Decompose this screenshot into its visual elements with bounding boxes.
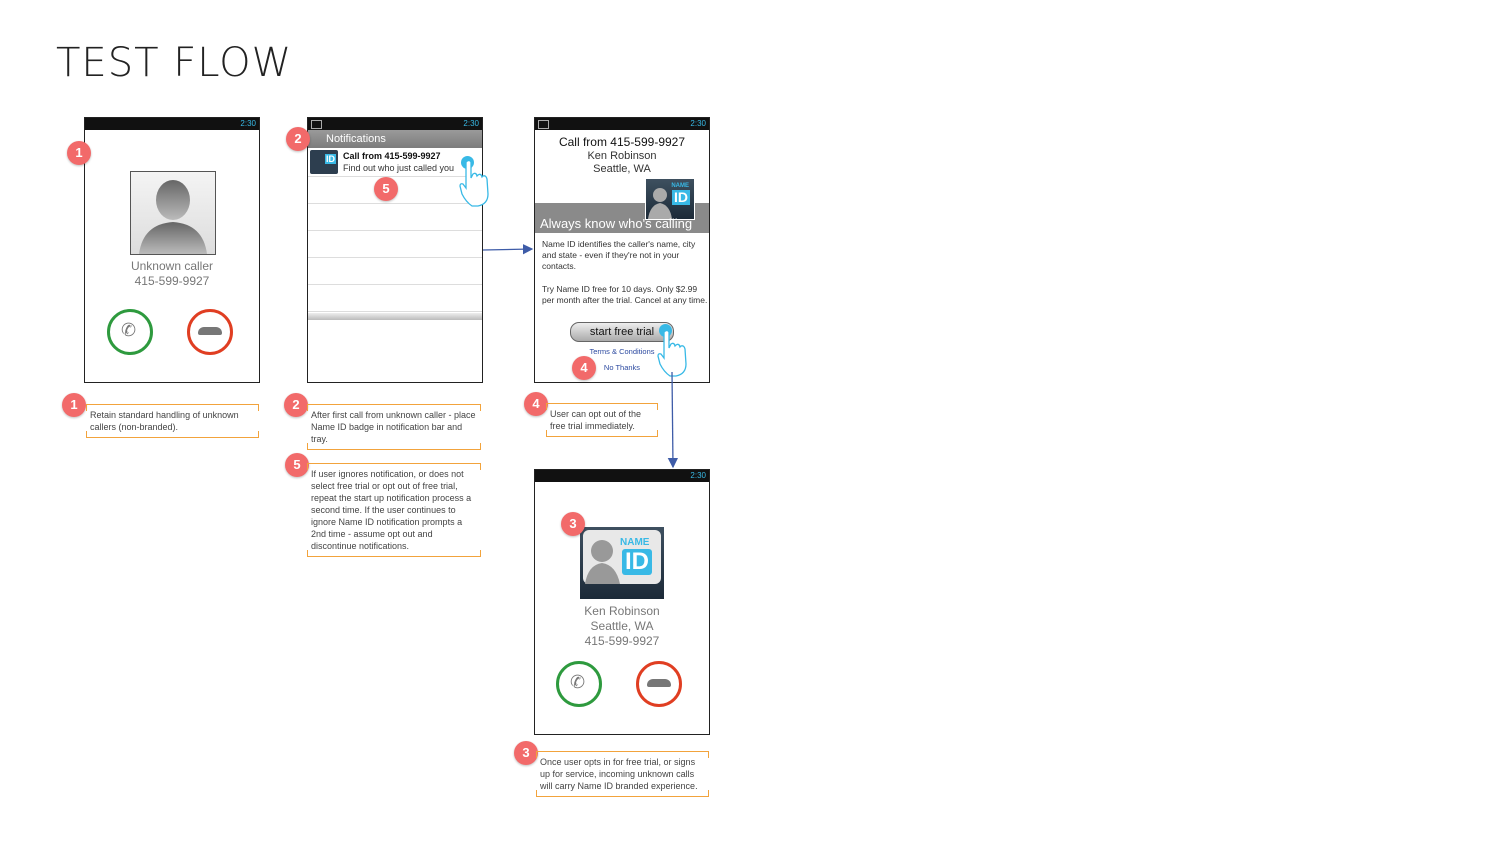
step-badge-2: 2 [286,127,310,151]
note-badge-3: 3 [514,741,538,765]
note-badge-4: 4 [524,392,548,416]
caller-name: Ken Robinson [584,604,660,618]
caller-location: Seattle, WA [590,619,654,633]
note-4 [546,403,658,437]
notification-subtitle: Find out who just called you [343,163,455,173]
logo-name: NAME [671,183,689,189]
notification-title: Call from 415-599-9927 [343,151,441,161]
page-title: TEST FLOW [56,40,293,86]
status-time: 2:30 [240,119,256,128]
caller-number: 415-599-9927 [134,274,210,288]
phone-icon: ✆ [570,672,586,692]
note-badge-2: 2 [284,393,308,417]
step-badge-4: 4 [572,356,596,380]
logo-id: ID [622,549,652,575]
arrow-offer-to-branded [672,372,673,467]
call-from-label: Call from 415-599-9927 [558,135,686,149]
offer-description-2: Try Name ID free for 10 days. Only $2.99 per month after the trial. Cancel at any time. [542,284,708,305]
offer-headline: Always know who's calling [540,216,693,231]
note-1 [86,404,259,438]
note-2 [307,404,481,450]
status-time: 2:30 [690,119,706,128]
note-badge-5: 5 [285,453,309,477]
note-1-text: Retain standard handling of unknown callers (non-branded). [90,410,239,432]
step-badge-3: 3 [561,512,585,536]
note-3-text: Once user opts in for free trial, or signs up for service, incoming unknown calls will carry Name ID branded experience. [540,757,698,791]
note-5-text: If user ignores notification, or does not select free trial or opt out of free trial, repeat the start up notification process a second time. If the user continues to ignore Name ID notification prompts a 2nd time - assume opt out and discontinue notifications. [311,469,472,551]
phone-icon: ✆ [121,320,137,340]
step-badge-5: 5 [374,177,398,201]
status-time: 2:30 [690,471,706,480]
caller-number: 415-599-9927 [584,634,660,648]
notifications-header: Notifications [308,130,482,148]
caller-name: Ken Robinson [587,150,657,162]
logo-id: ID [326,154,335,164]
note-3 [536,751,709,797]
step-badge-1: 1 [67,141,91,165]
no-thanks-link[interactable]: No Thanks [603,363,641,372]
caller-label: Unknown caller [130,259,214,273]
arrow-notifications-to-offer [483,249,532,250]
note-badge-1: 1 [62,393,86,417]
terms-link[interactable]: Terms & Conditions [589,347,655,356]
logo-name: NAME [620,537,650,548]
start-free-trial-button[interactable]: start free trial [570,322,674,342]
note-2-text: After first call from unknown caller - place Name ID badge in notification bar and tray. [311,410,476,444]
status-time: 2:30 [463,119,479,128]
logo-id: ID [674,189,688,205]
caller-location: Seattle, WA [593,163,651,175]
note-4-text: User can opt out of the free trial immediately. [550,409,642,431]
offer-description-1: Name ID identifies the caller's name, city and state - even if they're not in your contacts. [542,239,696,271]
note-5 [307,463,481,557]
